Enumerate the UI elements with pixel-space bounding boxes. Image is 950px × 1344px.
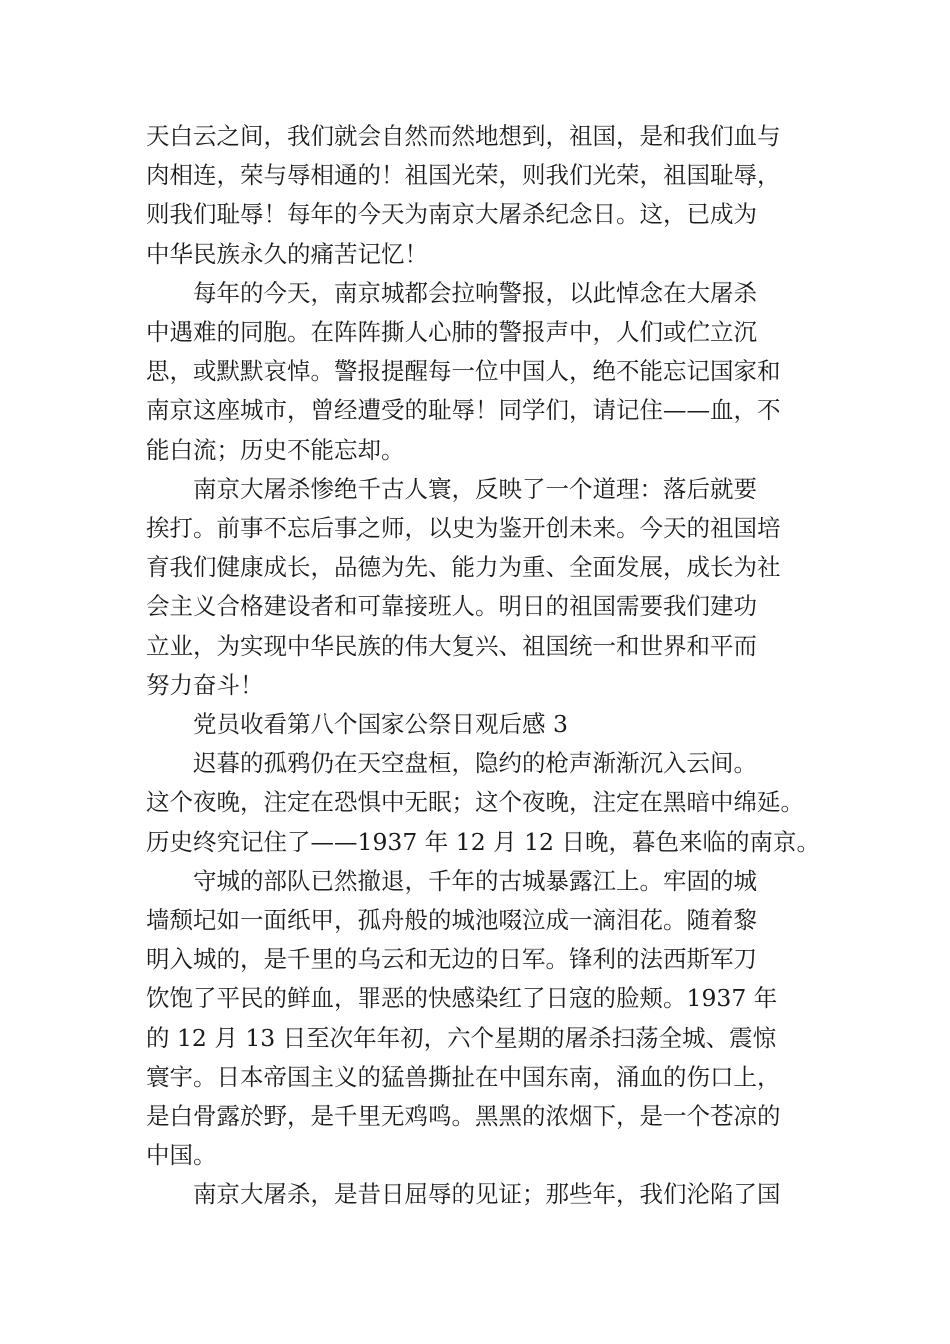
text-line: 明入城的，是千里的乌云和无边的日军。锋利的法西斯军刀	[146, 945, 757, 974]
text-line: 迟暮的孤鸦仍在天空盘桓，隐约的枪声渐渐沉入云间。	[193, 749, 757, 778]
text-line: 肉相连，荣与辱相通的！祖国光荣，则我们光荣，祖国耻辱，	[146, 161, 781, 190]
text-line: 中国。	[146, 1141, 217, 1170]
text-line: 思，或默默哀悼。警报提醒每一位中国人，绝不能忘记国家和	[146, 357, 781, 386]
paragraph-5	[146, 862, 810, 1176]
section-title: 党员收看第八个国家公祭日观后感 3	[193, 710, 568, 739]
text-line: 育我们健康成长，品德为先、能力为重、全面发展，成长为社	[146, 553, 781, 582]
text-line: 南京大屠杀，是昔日屈辱的见证；那些年，我们沦陷了国	[193, 1180, 781, 1209]
document-body	[146, 117, 820, 1215]
text-line: 的 12 月 13 日至次年年初，六个星期的屠杀扫荡全城、震惊	[146, 1023, 777, 1052]
text-line: 这个夜晚，注定在恐惧中无眠；这个夜晚，注定在黑暗中绵延。	[146, 788, 804, 817]
section-heading	[146, 705, 810, 744]
text-line: 努力奋斗！	[146, 670, 264, 699]
text-line: 天白云之间，我们就会自然而然地想到，祖国，是和我们血与	[146, 122, 781, 150]
text-line: 南京大屠杀惨绝千古人寰，反映了一个道理：落后就要	[193, 474, 757, 503]
text-line: 中遇难的同胞。在阵阵撕人心肺的警报声中，人们或伫立沉	[146, 318, 757, 347]
text-line: 南京这座城市，曾经遭受的耻辱！同学们，请记住——血，不	[146, 396, 781, 425]
text-line: 是白骨露於野，是千里无鸡鸣。黑黑的浓烟下，是一个苍凉的	[146, 1102, 781, 1131]
text-line: 中华民族永久的痛苦记忆！	[146, 239, 428, 268]
paragraph-4	[146, 744, 820, 862]
paragraph-1	[146, 117, 810, 274]
text-line: 挨打。前事不忘后事之师，以史为鉴开创未来。今天的祖国培	[146, 514, 781, 543]
text-line: 会主义合格建设者和可靠接班人。明日的祖国需要我们建功	[146, 592, 757, 621]
text-line: 则我们耻辱！每年的今天为南京大屠杀纪念日。这，已成为	[146, 200, 757, 229]
paragraph-6	[146, 1175, 810, 1214]
text-line: 寰宇。日本帝国主义的猛兽撕扯在中国东南，涌血的伤口上，	[146, 1062, 781, 1091]
text-line: 饮饱了平民的鲜血，罪恶的快感染红了日寇的脸颊。1937 年	[146, 984, 778, 1013]
text-line: 立业，为实现中华民族的伟大复兴、祖国统一和世界和平而	[146, 631, 757, 660]
paragraph-3	[146, 470, 810, 705]
text-line: 墙颓圮如一面纸甲，孤舟般的城池啜泣成一滴泪花。随着黎	[146, 906, 757, 935]
paragraph-2	[146, 274, 810, 470]
text-line: 能白流；历史不能忘却。	[146, 435, 405, 464]
text-line: 每年的今天，南京城都会拉响警报，以此悼念在大屠杀	[193, 278, 757, 307]
text-line: 守城的部队已然撤退，千年的古城暴露江上。牢固的城	[193, 866, 757, 895]
text-line: 历史终究记住了——1937 年 12 月 12 日晚，暮色来临的南京。	[146, 827, 820, 856]
